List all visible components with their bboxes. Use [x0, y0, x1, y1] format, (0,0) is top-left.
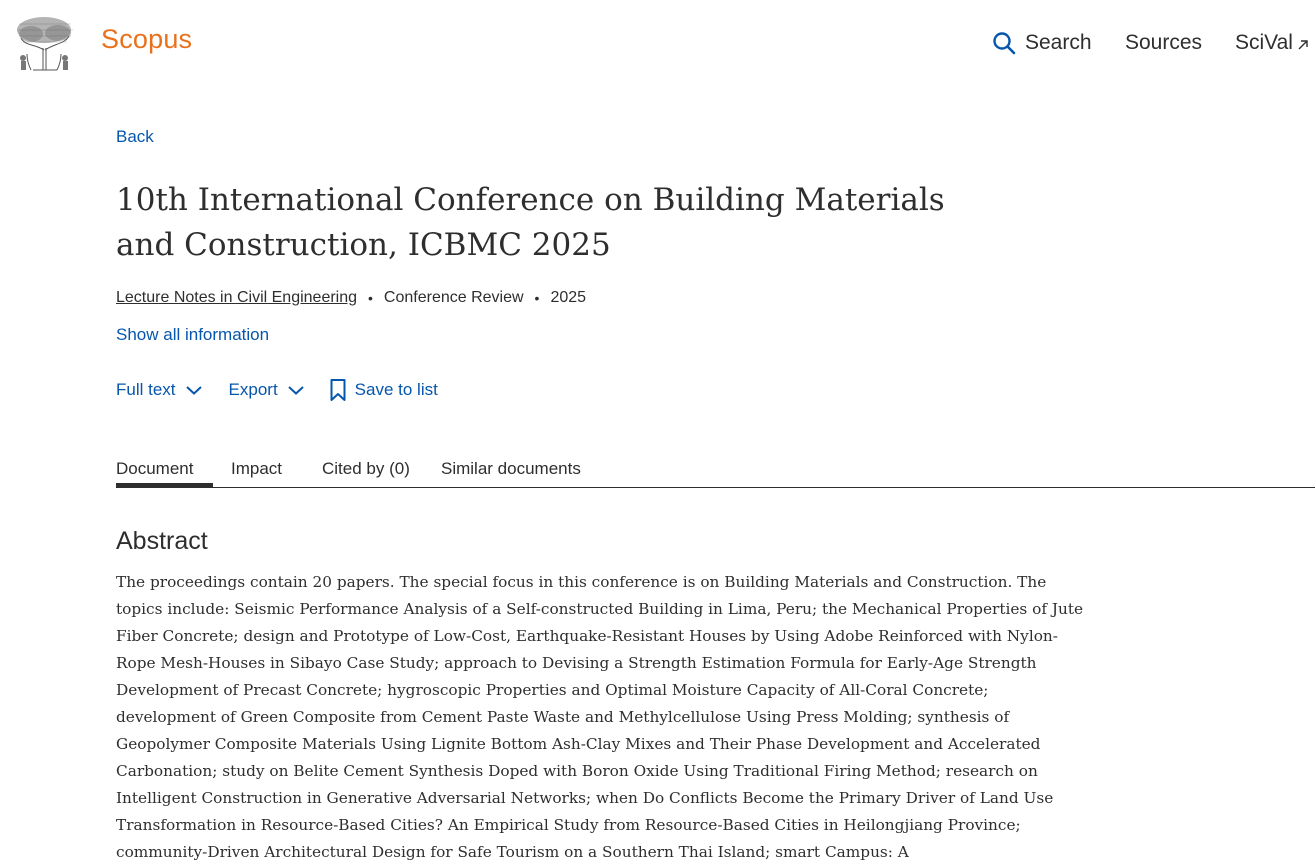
document-title: 10th International Conference on Building Materials and Construction, ICBMC 2025	[116, 182, 945, 263]
chevron-down-icon	[185, 384, 203, 396]
tab-similar-documents[interactable]: Similar documents	[441, 459, 581, 478]
chevron-down-icon	[287, 384, 305, 396]
nav-search[interactable]	[992, 28, 1092, 58]
publication-year: 2025	[550, 289, 587, 306]
export-label: Export	[228, 380, 278, 399]
search-icon	[992, 31, 1016, 55]
document-type: Conference Review	[383, 289, 524, 306]
nav-scival-label: SciVal	[1235, 31, 1293, 54]
nav-search-label: Search	[1025, 31, 1092, 54]
meta-separator: •	[368, 290, 373, 306]
elsevier-tree-logo-icon[interactable]	[13, 14, 76, 72]
document-meta	[116, 289, 586, 307]
document-actions	[116, 377, 438, 403]
document-tabs	[116, 456, 1315, 488]
full-text-label: Full text	[116, 380, 176, 399]
bookmark-icon	[329, 378, 347, 402]
tab-document[interactable]: Document	[116, 459, 194, 478]
nav-scival[interactable]	[1235, 28, 1310, 58]
nav-sources-label: Sources	[1125, 31, 1203, 54]
back-link[interactable]: Back	[116, 127, 154, 146]
show-all-information-link[interactable]: Show all information	[116, 325, 270, 344]
export-button[interactable]	[229, 380, 305, 400]
active-tab-indicator	[116, 483, 213, 487]
meta-separator: •	[534, 290, 540, 306]
save-to-list-button[interactable]	[329, 378, 438, 402]
save-to-list-label: Save to list	[354, 380, 438, 399]
abstract-text: The proceedings contain 20 papers. The special focus in this conference is on Building Materials and Construction. The topics include: Seismic Performance Analysis of a Self-constructed Building in Lima, Peru; the Mechanical Properties of Jute Fiber Concrete; design and Prototype of Low-Cost, Earthquake-Resistant Houses by Using Adobe Reinforced with Nylon-Rope Mesh-Houses in Sibayo Case Study; approach to Devising a Strength Estimation Formula for Early-Age Strength Development of Precast Concrete; hygroscopic Properties and Optimal Moisture Capacity of All-Coral Concrete; development of Green Composite from Cement Paste Waste and Methylcellulose Using Press Molding; synthesis of Geopolymer Composite Materials Using Lignite Bottom Ash-Clay Mixes and Their Phase Development and Accelerated Carbonation; study on Belite Cement Synthesis Doped with Boron Oxide Using Traditional Firing Method; research on Intelligent Construction in Generative Adversarial Networks; when Do Conflicts Become the Primary Driver of Land Use Transformation in Resource-Based Cities? An Empirical Study from Resource-Based Cities in Heilongjiang Province; community-Driven Architectural Design for Safe Tourism on a Southern Thai Island; smart Campus: A	[116, 573, 1084, 861]
scopus-brand[interactable]: Scopus	[101, 24, 193, 54]
tab-cited-by[interactable]: Cited by (0)	[322, 459, 410, 478]
abstract-heading: Abstract	[116, 527, 208, 555]
full-text-button[interactable]	[116, 380, 203, 400]
nav-sources[interactable]	[1125, 28, 1202, 58]
tab-impact[interactable]: Impact	[231, 459, 283, 478]
top-header	[0, 0, 1315, 80]
external-link-icon	[1296, 38, 1310, 52]
source-series-link[interactable]: Lecture Notes in Civil Engineering	[116, 289, 358, 306]
